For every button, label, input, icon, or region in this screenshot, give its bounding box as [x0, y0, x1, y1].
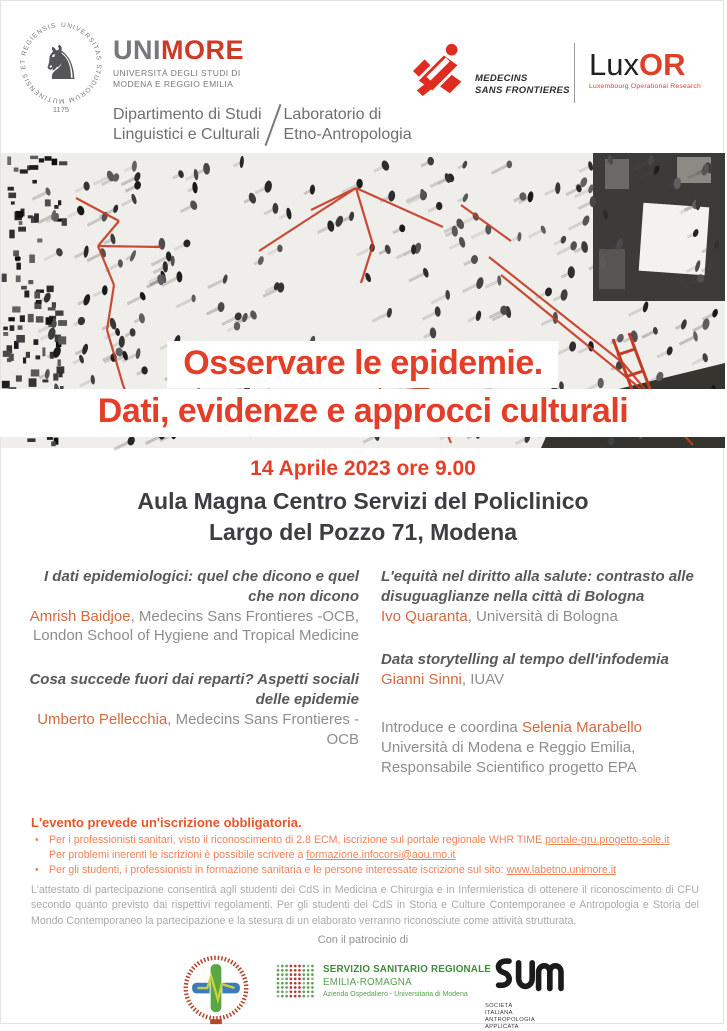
registration-heading: L'evento prevede un'iscrizione obbligatoria. [31, 815, 302, 830]
registration-bullet-1 [31, 833, 703, 848]
speaker-name: Amrish Baidjoe [29, 607, 131, 625]
department-left-line1: Dipartimento di Studi [113, 106, 262, 123]
luxor-subtitle: Luxembourg Operational Research [589, 83, 701, 90]
speaker-affiliation: , Medecins Sans Frontieres -OCB [167, 710, 359, 748]
seal-year: 1175 [52, 105, 70, 114]
siaa-line4: APPLICATA [485, 1023, 519, 1030]
program-column-right [381, 567, 703, 777]
ssr-line2: EMILIA-ROMAGNA [323, 976, 412, 988]
department-left-line2: Linguistici e Culturali [113, 126, 260, 143]
luxor-logo [589, 49, 701, 90]
bullet-icon: • [35, 863, 39, 876]
ssr-line1: SERVIZIO SANITARIO REGIONALE [323, 964, 491, 976]
luxor-lux: Lux [589, 47, 639, 82]
registration-section [31, 815, 703, 877]
unimore-seal [13, 17, 109, 117]
speaker-name: Ivo Quaranta [381, 607, 468, 625]
slash-divider [264, 104, 281, 146]
siaa-text [485, 1003, 573, 1031]
seal-ring-text: UNIVERSITAS STUDIORUM MUTINENSIS ET REGIENSIS [19, 21, 103, 105]
speaker-affiliation: , Medecins Sans Frontieres -OCB, London School of Hygiene and Tropical Medicine [32, 607, 359, 645]
department-left [113, 105, 262, 145]
department-header [113, 103, 412, 147]
event-venue-line2: Largo del Pozzo 71, Modena [209, 519, 517, 546]
msf-logo [413, 39, 570, 103]
siaa-logo [485, 953, 573, 1031]
department-right-line1: Laboratorio di [283, 106, 382, 123]
session-title: Cosa succede fuori dai reparti? Aspetti sociali delle epidemie [29, 671, 359, 708]
speaker-name: Umberto Pellecchia [37, 710, 168, 728]
department-right [284, 105, 412, 145]
registration-bullet1-text: Per i professionisti sanitari, visto il riconoscimento di 2.8 ECM, iscrizione sul portale regionale WHR TIME [49, 834, 546, 846]
ssr-dots-icon [275, 963, 315, 1001]
poster-title-line1: Osservare le epidemie. [167, 341, 558, 388]
unimore-subtitle [113, 68, 244, 90]
event-when-where [1, 457, 725, 548]
ssr-logo [275, 963, 491, 1001]
bullet-icon: • [35, 834, 39, 846]
session-speaker-line [381, 607, 703, 627]
msf-name [475, 73, 570, 97]
speaker-name: Gianni Sinni [381, 671, 462, 689]
session-speaker-line [381, 670, 703, 690]
coordinator-block [381, 718, 703, 777]
session-block [381, 567, 703, 626]
unimore-subtitle-line2: MODENA E REGGIO EMILIA [113, 79, 234, 90]
speaker-affiliation: , Università di Bologna [467, 607, 618, 625]
unimore-wordmark-more: MORE [161, 35, 244, 65]
coordinator-intro: Introduce e coordina [381, 718, 522, 736]
session-speaker-line [29, 607, 359, 647]
crowd-photo [1, 153, 725, 448]
siaa-glyph-icon [485, 953, 573, 995]
msf-name-line2: SANS FRONTIERES [475, 85, 570, 97]
seal-knight-icon: ♞ [39, 36, 83, 89]
siaa-line1: SOCIETÀ [485, 1003, 513, 1009]
session-block [29, 670, 359, 749]
registration-link-email[interactable]: formazione.infocorsi@aou.mo.it [306, 848, 456, 861]
registration-bullet-2 [31, 863, 703, 878]
session-title: I dati epidemiologici: quel che dicono e quel che non dicono [43, 568, 359, 605]
poster-title-line2: Dati, evidenze e approcci culturali [0, 389, 727, 437]
ssr-text [323, 964, 491, 999]
fine-print: L'attestato di partecipazione consentirà agli studenti dei CdS in Medicina e Chirurgia e in Infermieristica di ottenere il riconoscimento di CFU secondo quanto previsto dai rispettivi regolamenti. Per gli studenti dei CdS in Storia e Culture Contemporanee e Antropologia e Storia del Mondo Contemporaneo la partecipazione e la stesura di un elaborato verranno riconosciute come attività strutturata. [31, 884, 699, 927]
siaa-line2: ITALIANA [485, 1009, 513, 1016]
registration-link-portal[interactable]: portale-gru.progetto-sole.it [545, 834, 670, 846]
patronage-label: Con il patrocinio di [317, 934, 409, 946]
session-block [381, 650, 703, 690]
msf-icon [413, 39, 471, 103]
event-venue-line1: Aula Magna Centro Servizi del Policlinico [137, 488, 589, 514]
coordinator-name: Selenia Marabello [521, 718, 643, 736]
registration-bullet-1-continuation [31, 848, 703, 863]
luxor-or: OR [638, 47, 686, 82]
unimore-subtitle-line1: UNIVERSITÀ DEGLI STUDI DI [113, 68, 241, 78]
coordinator-affiliation-line2: Responsabile Scientifico progetto EPA [381, 758, 637, 776]
registration-bullet2-text: Per gli studenti, i professionisti in formazione sanitaria e le persone interessate iscrizione sul sito: [49, 863, 507, 876]
coordinator-affiliation-line1: Università di Modena e Reggio Emilia, [381, 738, 636, 756]
msf-name-line1: MEDECINS [475, 73, 528, 85]
registration-link-website[interactable]: www.labetno.unimore.it [506, 863, 617, 876]
event-datetime: 14 Aprile 2023 ore 9.00 [250, 457, 476, 480]
unimore-wordmark [113, 37, 244, 90]
session-title: Data storytelling al tempo dell'infodemia [381, 651, 669, 669]
building-block [593, 153, 725, 301]
session-title: L'equità nel diritto alla salute: contrasto alle disuguaglianze nella città di Bologna [381, 568, 694, 605]
ssr-line3: Azienda Ospedaliero - Universitaria di Modena [323, 990, 468, 998]
header-logo-divider [574, 43, 575, 103]
program-column-left [29, 567, 359, 755]
department-right-line2: Etno-Antropologia [283, 126, 412, 143]
coordinator-intro-line [381, 718, 703, 738]
session-speaker-line [29, 710, 359, 750]
unimore-wordmark-uni: UNI [113, 35, 161, 65]
session-block [29, 567, 359, 646]
medical-order-logo [177, 951, 255, 1029]
siaa-line3: ANTROPOLOGIA [485, 1016, 535, 1023]
registration-bullet1b-text: Per problemi inerenti le iscrizioni è possibile scrivere a [49, 848, 307, 861]
speaker-affiliation: , IUAV [461, 671, 505, 689]
